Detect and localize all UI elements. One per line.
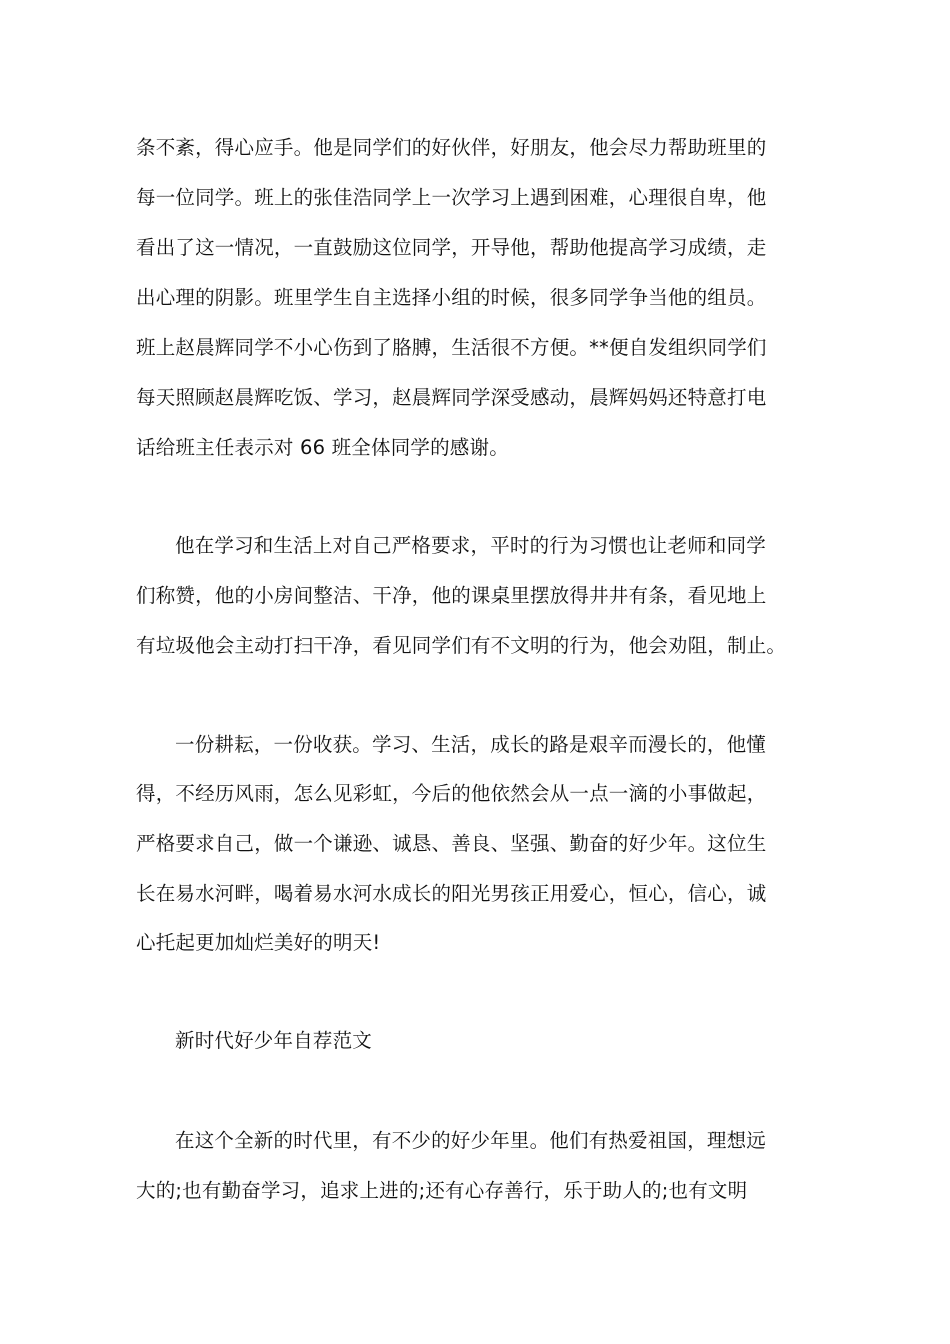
text-line: 每天照顾赵晨辉吃饭、学习，赵晨辉同学深受感动，晨辉妈妈还特意打电 xyxy=(136,386,767,409)
text-line: 在这个全新的时代里，有不少的好少年里。他们有热爱祖国，理想远 xyxy=(175,1129,767,1152)
text-line: 长在易水河畔，喝着易水河水成长的阳光男孩正用爱心，恒心，信心，诚 xyxy=(136,882,767,905)
text-line: 一份耕耘，一份收获。学习、生活，成长的路是艰辛而漫长的，他懂 xyxy=(175,733,767,756)
text-line: 出心理的阴影。班里学生自主选择小组的时候，很多同学争当他的组员。 xyxy=(136,286,767,309)
text-line: 班上赵晨辉同学不小心伤到了胳膊，生活很不方便。**便自发组织同学们 xyxy=(136,336,767,359)
text-line: 有垃圾他会主动打扫干净，看见同学们有不文明的行为，他会劝阻，制止。 xyxy=(136,634,787,657)
text-line: 严格要求自己，做一个谦逊、诚恳、善良、坚强、勤奋的好少年。这位生 xyxy=(136,832,767,855)
text-line: 话给班主任表示对 66 班全体同学的感谢。 xyxy=(136,436,509,459)
text-line: 大的;也有勤奋学习，追求上进的;还有心存善行，乐于助人的;也有文明 xyxy=(136,1179,748,1202)
text-line: 条不紊，得心应手。他是同学们的好伙伴，好朋友，他会尽力帮助班里的 xyxy=(136,136,767,159)
text-line: 心托起更加灿烂美好的明天! xyxy=(136,931,381,954)
text-line: 得，不经历风雨，怎么见彩虹，今后的他依然会从一点一滴的小事做起， xyxy=(136,782,767,805)
section-heading: 新时代好少年自荐范文 xyxy=(175,1029,373,1052)
text-line: 看出了这一情况，一直鼓励这位同学，开导他，帮助他提高学习成绩，走 xyxy=(136,236,767,259)
text-line: 他在学习和生活上对自己严格要求，平时的行为习惯也让老师和同学 xyxy=(175,534,767,557)
text-line: 们称赞，他的小房间整洁、干净，他的课桌里摆放得井井有条，看见地上 xyxy=(136,584,767,607)
text-line: 每一位同学。班上的张佳浩同学上一次学习上遇到困难，心理很自卑，他 xyxy=(136,186,767,209)
